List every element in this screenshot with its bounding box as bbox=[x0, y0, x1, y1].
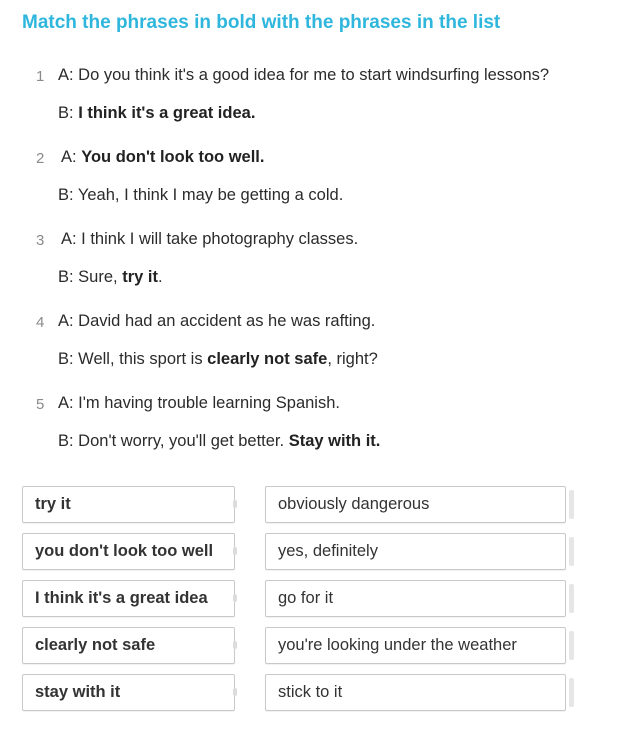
speaker-label: A: bbox=[58, 66, 74, 84]
question-2-line-a bbox=[61, 148, 264, 167]
speaker-label: A: bbox=[58, 394, 74, 412]
speaker-label: A: bbox=[61, 148, 77, 166]
question-1-line-a bbox=[58, 66, 549, 85]
question-3-line-a bbox=[61, 230, 358, 249]
bold-phrase: try it bbox=[122, 268, 158, 286]
question-5-line-b bbox=[58, 432, 380, 451]
line-text: Sure, bbox=[73, 268, 123, 286]
match-target-card[interactable]: go for it bbox=[265, 580, 566, 617]
question-number: 1 bbox=[36, 68, 45, 85]
speaker-label: A: bbox=[58, 312, 74, 330]
drop-slot[interactable] bbox=[569, 537, 574, 566]
bold-phrase: You don't look too well. bbox=[81, 148, 265, 166]
speaker-label: B: bbox=[58, 186, 74, 204]
bold-phrase: Stay with it. bbox=[288, 432, 381, 450]
connector-notch bbox=[233, 641, 237, 649]
match-target-card[interactable]: you're looking under the weather bbox=[265, 627, 566, 664]
drop-slot[interactable] bbox=[569, 631, 574, 660]
speaker-label: B: bbox=[58, 104, 74, 122]
draggable-phrase-card[interactable]: try it bbox=[22, 486, 235, 523]
speaker-label: A: bbox=[61, 230, 77, 248]
connector-notch bbox=[233, 500, 237, 508]
line-text: Do you think it's a good idea for me to start windsurfing lessons? bbox=[73, 66, 550, 84]
bold-phrase: I think it's a great idea. bbox=[78, 104, 256, 122]
drop-slot[interactable] bbox=[569, 490, 574, 519]
line-text: I'm having trouble learning Spanish. bbox=[73, 394, 340, 412]
connector-notch bbox=[233, 688, 237, 696]
question-number: 2 bbox=[36, 150, 45, 167]
question-3-line-b bbox=[58, 268, 163, 287]
drop-slot[interactable] bbox=[569, 584, 574, 613]
speaker-label: B: bbox=[58, 432, 74, 450]
line-text: Yeah, I think I may be getting a cold. bbox=[73, 186, 344, 204]
draggable-phrase-card[interactable]: stay with it bbox=[22, 674, 235, 711]
draggable-phrase-card[interactable]: I think it's a great idea bbox=[22, 580, 235, 617]
question-4-line-b bbox=[58, 350, 378, 369]
connector-notch bbox=[233, 547, 237, 555]
match-target-card[interactable]: yes, definitely bbox=[265, 533, 566, 570]
question-number: 5 bbox=[36, 396, 45, 413]
line-text: Well, this sport is bbox=[73, 350, 208, 368]
question-4-line-a bbox=[58, 312, 375, 331]
line-text: , right? bbox=[327, 350, 378, 368]
draggable-phrase-card[interactable]: you don't look too well bbox=[22, 533, 235, 570]
line-text: David had an accident as he was rafting. bbox=[73, 312, 376, 330]
line-text: . bbox=[157, 268, 163, 286]
question-number: 3 bbox=[36, 232, 45, 249]
question-2-line-b bbox=[58, 186, 343, 205]
question-number: 4 bbox=[36, 314, 45, 331]
question-5-line-a bbox=[58, 394, 340, 413]
question-1-line-b bbox=[58, 104, 255, 123]
instruction-title: Match the phrases in bold with the phrases in the list bbox=[22, 12, 501, 33]
match-target-card[interactable]: obviously dangerous bbox=[265, 486, 566, 523]
draggable-phrase-card[interactable]: clearly not safe bbox=[22, 627, 235, 664]
bold-phrase: clearly not safe bbox=[207, 350, 328, 368]
line-text: I think I will take photography classes. bbox=[76, 230, 359, 248]
speaker-label: B: bbox=[58, 268, 74, 286]
speaker-label: B: bbox=[58, 350, 74, 368]
line-text: Don't worry, you'll get better. bbox=[73, 432, 289, 450]
match-target-card[interactable]: stick to it bbox=[265, 674, 566, 711]
connector-notch bbox=[233, 594, 237, 602]
drop-slot[interactable] bbox=[569, 678, 574, 707]
